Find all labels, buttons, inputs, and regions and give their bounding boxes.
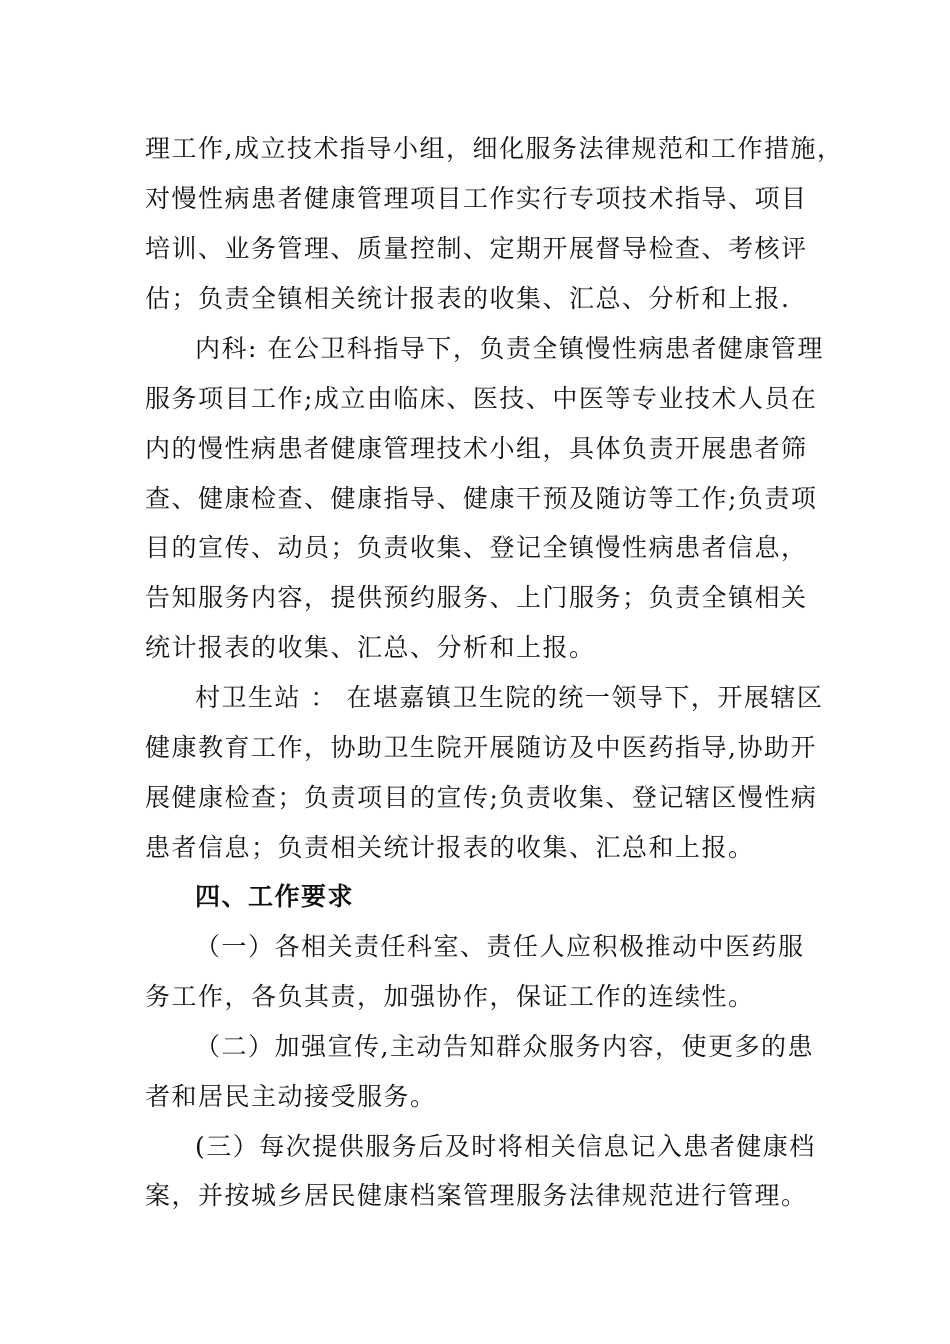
text-line: 者和居民主动接受服务。 [145,1082,437,1111]
text-line: 服务项目工作;成立由临床、医技、中医等专业技术人员在 [145,384,818,413]
paragraph-village-station-start: 村卫生站 ： 在堪嘉镇卫生院的统一领导下，开展辖区 [195,683,824,712]
text-line: 展健康检查；负责项目的宣传;负责收集、登记辖区慢性病 [145,783,818,812]
text-line: 患者信息；负责相关统计报表的收集、汇总和上报。 [145,833,755,862]
text-line: 估；负责全镇相关统计报表的收集、汇总、分析和上报. [145,284,791,313]
text-line: 对慢性病患者健康管理项目工作实行专项技术指导、项目 [145,184,808,213]
requirement-item-3: (三）每次提供服务后及时将相关信息记入患者健康档 [195,1132,816,1161]
text-line: 统计报表的收集、汇总、分析和上报。 [145,633,596,662]
text-line: 培训、业务管理、质量控制、定期开展督导检查、考核评 [145,234,808,263]
text-line: 告知服务内容，提供预约服务、上门服务；负责全镇相关 [145,583,808,612]
text-line: 目的宣传、动员；负责收集、登记全镇慢性病患者信息， [145,533,808,562]
text-line: 理工作,成立技术指导小组，细化服务法律规范和工作措施， [145,134,844,163]
text-line: 案，并按城乡居民健康档案管理服务法律规范进行管理。 [145,1181,808,1210]
requirement-item-1: （一）各相关责任科室、责任人应积极推动中医药服 [195,932,805,961]
text-line: 务工作，各负其责，加强协作，保证工作的连续性。 [145,982,755,1011]
requirement-item-2: （二）加强宣传,主动告知群众服务内容，使更多的患 [195,1032,814,1061]
section-heading: 四、工作要求 [195,882,355,911]
paragraph-internal-medicine-start: 内科: 在公卫科指导下，负责全镇慢性病患者健康管理 [195,334,824,363]
text-line: 内的慢性病患者健康管理技术小组，具体负责开展患者筛 [145,434,808,463]
text-line: 健康教育工作，协助卫生院开展随访及中医药指导,协助开 [145,733,817,762]
text-line: 查、健康检查、健康指导、健康干预及随访等工作;负责项 [145,484,818,513]
